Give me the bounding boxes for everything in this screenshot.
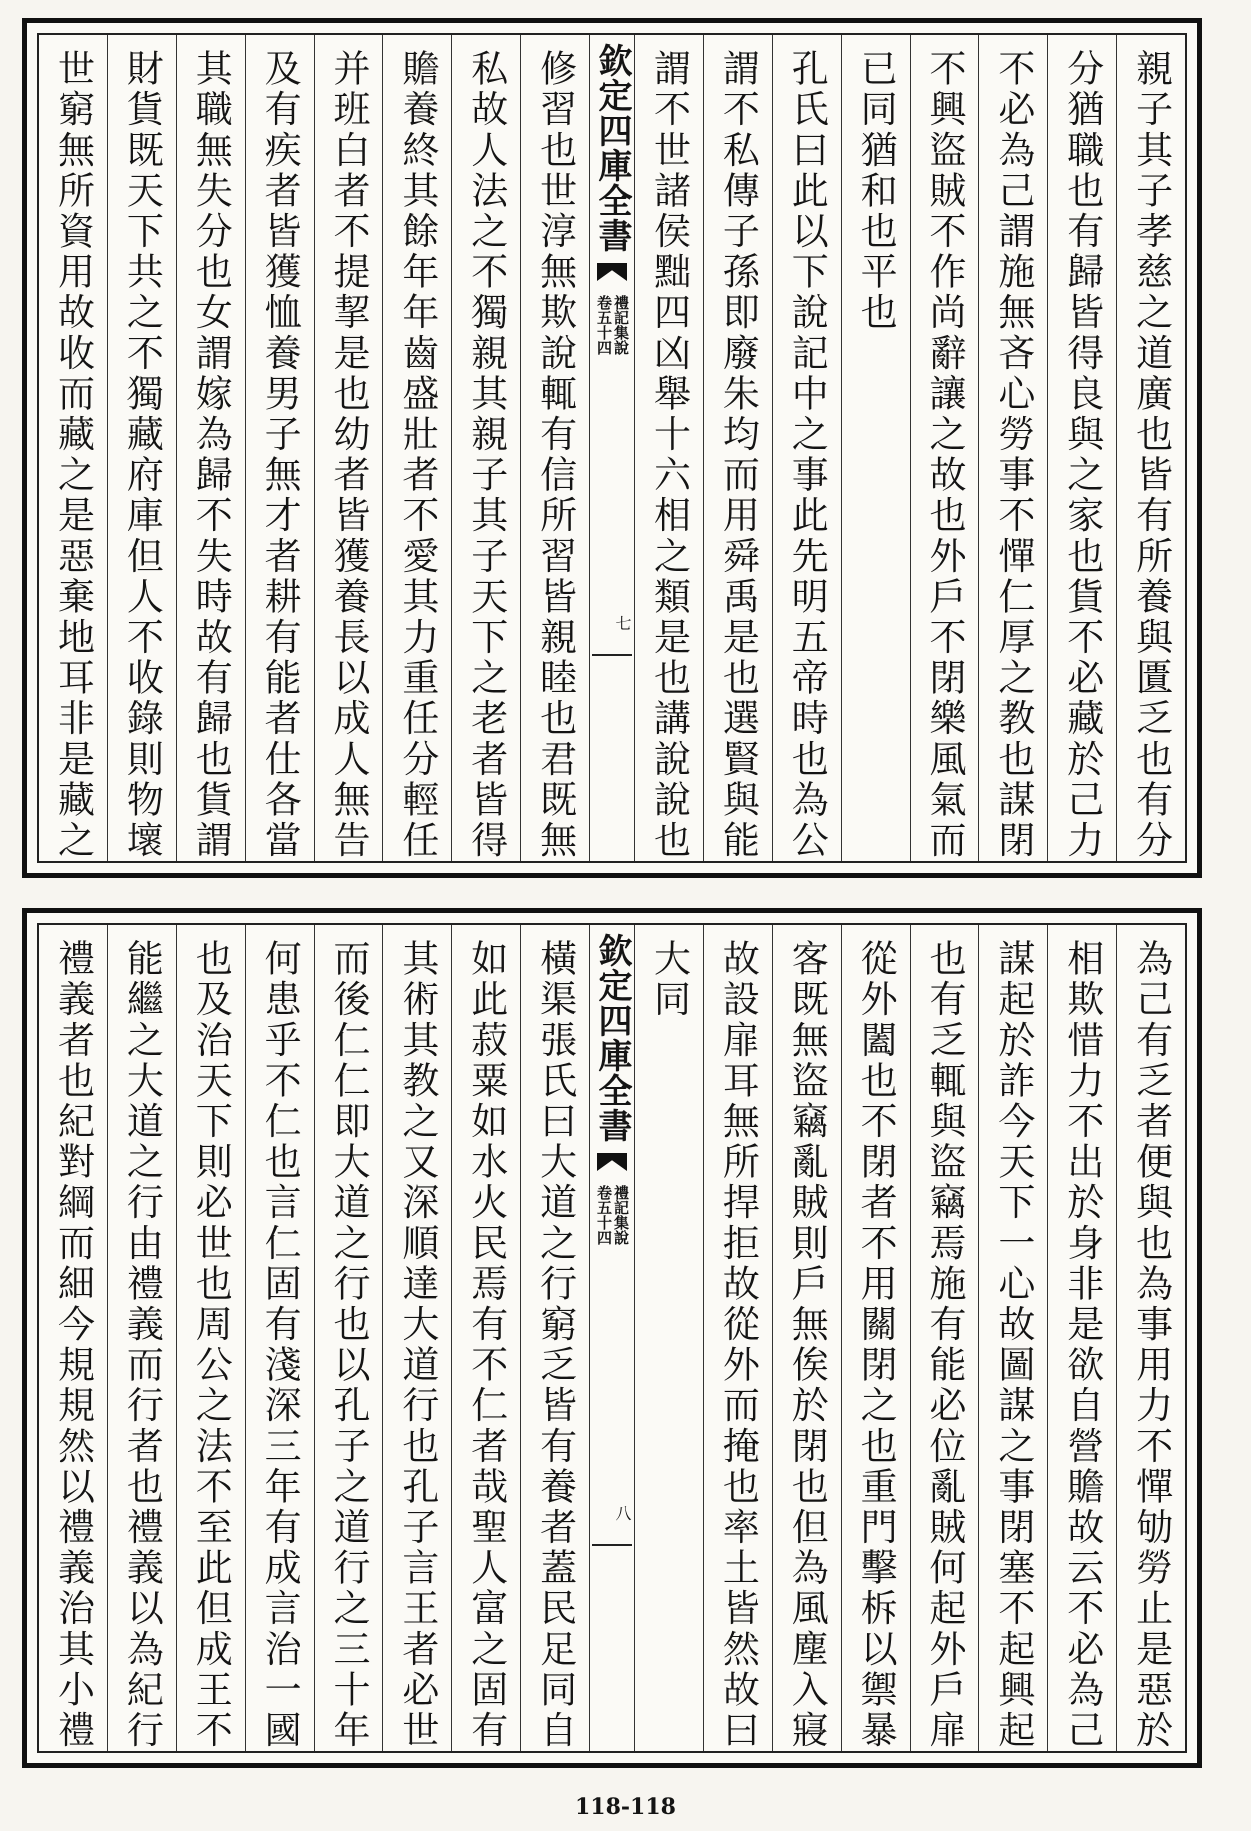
scan-page-number: 118-118 <box>575 1794 676 1820</box>
column-text: 已同猶和也平也 <box>854 49 898 334</box>
text-column <box>978 35 1047 861</box>
page-border <box>37 923 1187 1753</box>
column-text: 橫渠張氏曰大道之行窮乏皆有養者蓋民足同自 <box>533 939 577 1751</box>
text-column <box>451 35 520 861</box>
text-column <box>841 925 910 1751</box>
chapter-line: 卷五十四 <box>595 295 613 355</box>
fishtail-mark <box>597 263 627 281</box>
column-text: 能繼之大道之行由禮義而行者也禮義以為紀行 <box>120 939 164 1751</box>
text-column <box>176 35 245 861</box>
text-column <box>451 925 520 1751</box>
page-border <box>37 33 1187 863</box>
text-column <box>314 925 383 1751</box>
text-column <box>245 925 314 1751</box>
text-column <box>382 35 451 861</box>
text-column <box>520 35 589 861</box>
column-text: 其術其教之又深順達大道行也孔子言王者必世 <box>395 939 439 1751</box>
text-column <box>1047 925 1116 1751</box>
column-text: 修習也世淳無欺說輒有信所習皆親睦也君既無 <box>533 49 577 861</box>
text-column <box>314 35 383 861</box>
text-columns <box>39 925 1185 1751</box>
text-column <box>703 35 772 861</box>
chapter-line: 卷五十四 <box>595 1185 613 1245</box>
column-text: 故設扉耳無所捍拒故從外而掩也率土皆然故曰 <box>716 939 760 1751</box>
column-text: 及有疾者皆獲恤養男子無才者耕有能者仕各當 <box>258 49 302 861</box>
column-text: 大同 <box>647 939 691 1021</box>
text-column <box>978 925 1047 1751</box>
text-column <box>245 35 314 861</box>
folio-rule <box>592 1544 632 1546</box>
book-page-bottom <box>22 908 1202 1768</box>
column-text: 不必為己謂施無吝心勞事不憚仁厚之教也謀閉 <box>991 49 1035 861</box>
column-text: 贍養終其餘年年齒盛壯者不愛其力重任分輕任 <box>395 49 439 861</box>
column-text: 財貨既天下共之不獨藏府庫但人不收錄則物壞 <box>120 49 164 861</box>
column-text: 從外闔也不閉者不用關閉之也重門擊柝以禦暴 <box>854 939 898 1751</box>
text-column <box>703 925 772 1751</box>
column-text: 親子其子孝慈之道廣也皆有所養與匱乏也有分 <box>1129 49 1173 861</box>
column-text: 而後仁仁即大道之行也以孔子之道行之三十年 <box>326 939 370 1751</box>
folio-rule <box>592 654 632 656</box>
text-column <box>520 925 589 1751</box>
center-margin <box>589 925 634 1751</box>
book-title-line: 禮記集說 <box>612 1185 630 1245</box>
juan-subtitle <box>596 1185 628 1245</box>
text-column <box>910 925 979 1751</box>
column-text: 客既無盜竊亂賊則戶無俟於閉也但為風塵入寢 <box>785 939 829 1751</box>
column-text: 謀起於詐今天下一心故圖謀之事閉塞不起興起 <box>991 939 1035 1751</box>
column-text: 禮義者也紀對綱而細今規規然以禮義治其小禮 <box>51 939 95 1751</box>
text-columns <box>39 35 1185 861</box>
column-text: 如此菽粟如水火民焉有不仁者哉聖人富之固有 <box>464 939 508 1751</box>
column-text: 為己有乏者便與也為事用力不憚劬勞止是惡於 <box>1129 939 1173 1751</box>
text-column <box>107 35 176 861</box>
fishtail-mark <box>597 1153 627 1171</box>
column-text: 其職無失分也女謂嫁為歸不失時故有歸也貨謂 <box>189 49 233 861</box>
text-column <box>39 925 107 1751</box>
column-text: 分猶職也有歸皆得良與之家也貨不必藏於己力 <box>1060 49 1104 861</box>
column-text: 謂不私傳子孫即廢朱均而用舜禹是也選賢與能 <box>716 49 760 861</box>
text-column <box>634 35 703 861</box>
text-column <box>1116 35 1185 861</box>
column-text: 謂不世諸侯黜四凶舉十六相之類是也講說說也 <box>647 49 691 861</box>
column-text: 何患乎不仁也言仁固有淺深三年有成言治一國 <box>258 939 302 1751</box>
running-title: 欽定四庫全書 <box>592 933 632 1143</box>
text-column <box>841 35 910 861</box>
book-title-line: 禮記集說 <box>612 295 630 355</box>
text-column <box>772 925 841 1751</box>
column-text: 也及治天下則必世也周公之法不至此但成王不 <box>189 939 233 1751</box>
column-text: 不興盜賊不作尚辭讓之故也外戶不閉樂風氣而 <box>922 49 966 861</box>
column-text: 私故人法之不獨親其親子其子天下之老者皆得 <box>464 49 508 861</box>
text-column <box>772 35 841 861</box>
folio-number: 七 <box>613 615 632 631</box>
juan-subtitle <box>596 295 628 355</box>
text-column <box>382 925 451 1751</box>
column-text: 孔氏曰此以下說記中之事此先明五帝時也為公 <box>785 49 829 861</box>
column-text: 世窮無所資用故收而藏之是惡棄地耳非是藏之 <box>51 49 95 861</box>
text-column <box>634 925 703 1751</box>
text-column <box>176 925 245 1751</box>
running-title: 欽定四庫全書 <box>592 43 632 253</box>
folio-number: 八 <box>613 1505 632 1521</box>
column-text: 也有乏輒與盜竊焉施有能必位亂賊何起外戶扉 <box>922 939 966 1751</box>
column-text: 并班白者不提挈是也幼者皆獲養長以成人無告 <box>326 49 370 861</box>
center-margin <box>589 35 634 861</box>
text-column <box>1116 925 1185 1751</box>
text-column <box>1047 35 1116 861</box>
book-page-top <box>22 18 1202 878</box>
text-column <box>910 35 979 861</box>
text-column <box>39 35 107 861</box>
text-column <box>107 925 176 1751</box>
column-text: 相欺惜力不出於身非是欲自營贍故云不必為己 <box>1060 939 1104 1751</box>
